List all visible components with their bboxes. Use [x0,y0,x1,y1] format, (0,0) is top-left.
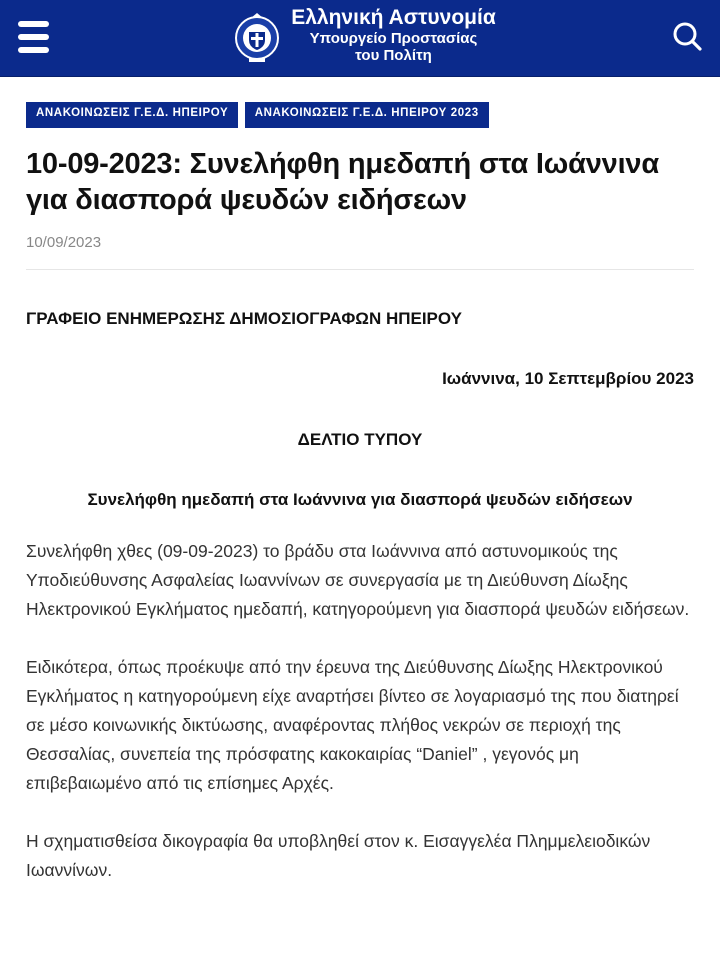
article-date: 10/09/2023 [26,234,102,251]
brand-text [286,6,501,64]
article-subtitle: Συνελήφθη ημεδαπή στα Ιωάννινα για διασπορά ψευδών ειδήσεων [87,490,633,509]
category-tag[interactable]: ΑΝΑΚΟΙΝΩΣΕΙΣ Γ.Ε.Δ. ΗΠΕΙΡΟΥ [26,102,238,128]
brand-subtitle-line2: του Πολίτη [355,47,432,64]
hamburger-menu-icon[interactable] [18,21,49,53]
site-brand[interactable] [234,6,504,70]
divider [26,269,694,270]
brand-subtitle-line1: Υπουργείο Προστασίας [309,30,478,47]
place-date: Ιωάννινα, 10 Σεπτεμβρίου 2023 [442,369,694,388]
category-tag-year[interactable]: ΑΝΑΚΟΙΝΩΣΕΙΣ Γ.Ε.Δ. ΗΠΕΙΡΟΥ 2023 [245,102,489,128]
category-tags [26,77,694,128]
press-release-heading: ΔΕΛΤΙΟ ΤΥΠΟΥ [297,430,423,449]
press-office: ΓΡΑΦΕΙΟ ΕΝΗΜΕΡΩΣΗΣ ΔΗΜΟΣΙΟΓΡΑΦΩΝ ΗΠΕΙΡΟΥ [26,309,462,328]
search-icon[interactable] [672,21,702,51]
article [0,77,720,885]
site-header [0,0,720,77]
article-paragraph-3: Η σχηματισθείσα δικογραφία θα υποβληθεί στον κ. Εισαγγελέα Πλημμελειοδικών Ιωαννίνων. [26,831,651,880]
article-paragraph-2: Ειδικότερα, όπως προέκυψε από την έρευνα της Διεύθυνσης Δίωξης Ηλεκτρονικού Εγκλήματος η κατηγορούμενη είχε αναρτήσει βίντεο σε λογαριασμό της που διατηρεί σε μέσο κοινωνικής δικτύωσης, αναφέροντας πλήθος νεκρών σε περιοχή της Θεσσαλίας, συνεπεία της πρόσφατης κακοκαιρίας “Daniel” , γεγονός μη επιβεβαιωμένο από τις επίσημες Αρχές. [26,657,679,793]
brand-title: Ελληνική Αστυνομία [291,6,496,29]
article-title: 10-09-2023: Συνελήφθη ημεδαπή στα Ιωάννινα για διασπορά ψευδών ειδήσεων [26,148,659,216]
police-emblem-icon [234,10,280,66]
article-paragraph-1: Συνελήφθη χθες (09-09-2023) το βράδυ στα Ιωάννινα από αστυνομικούς της Υποδιεύθυνσης Ασφαλείας Ιωαννίνων σε συνεργασία με τη Διεύθυνση Δίωξης Ηλεκτρονικού Εγκλήματος ημεδαπή, κατηγορούμενη για διασπορά ψευδών ειδήσεων. [26,541,690,619]
